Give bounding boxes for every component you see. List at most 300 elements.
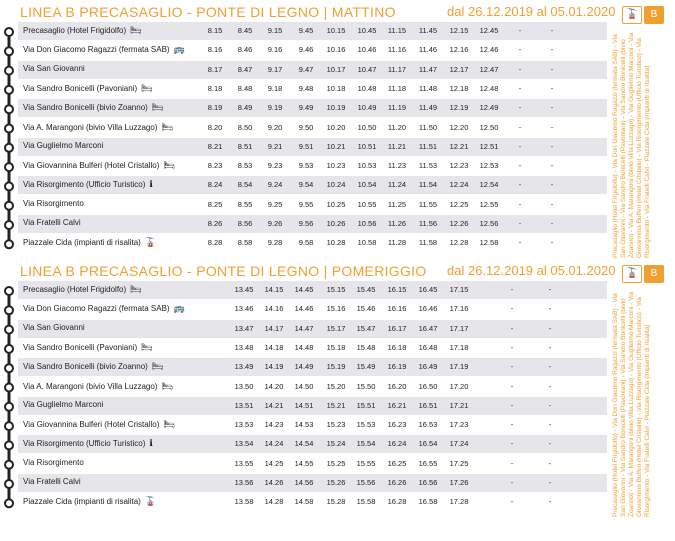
departure-time: 8.24 — [207, 180, 223, 190]
departure-time: 8.45 — [237, 26, 253, 35]
departure-time: 11.26 — [387, 219, 407, 228]
stop-name: Via Risorgimento — [23, 457, 84, 467]
stop-name-cell — [23, 458, 84, 467]
departure-time: 14.16 — [264, 304, 284, 314]
departure-time: 12.16 — [449, 45, 469, 55]
departure-time: 9.28 — [267, 238, 283, 248]
departure-time: 14.55 — [294, 458, 314, 468]
stop-name: Via A. Marangoni (bivio Villa Luzzago) — [23, 122, 158, 132]
departure-time: 9.17 — [267, 64, 283, 74]
departure-time: - — [550, 199, 554, 209]
departure-time: - — [548, 478, 552, 487]
departure-time: 11.56 — [418, 219, 438, 228]
stop-name-cell — [23, 122, 173, 133]
stop-marker — [5, 461, 13, 469]
stop-name-cell — [23, 477, 81, 486]
departure-time: 8.51 — [237, 141, 253, 151]
ski-lift-icon: 🚡 — [144, 237, 157, 248]
departure-time: 15.19 — [326, 362, 346, 372]
stop-marker — [5, 326, 13, 334]
departure-time: 14.56 — [294, 478, 314, 487]
departure-time: 16.55 — [418, 458, 438, 468]
departure-time: 16.17 — [387, 323, 407, 333]
stop-name-cell — [23, 218, 81, 227]
departure-time: 15.55 — [356, 458, 376, 468]
departure-time: 15.24 — [326, 439, 346, 449]
bed-icon: 🛏 — [151, 361, 164, 372]
departure-time: 10.16 — [326, 45, 346, 55]
departure-time: 12.25 — [449, 199, 469, 209]
departure-time: 17.19 — [449, 362, 469, 372]
departure-time: - — [548, 439, 552, 449]
stop-marker — [5, 364, 13, 372]
departure-time: 13.50 — [234, 381, 254, 391]
departure-time: 17.18 — [449, 342, 469, 352]
departure-time: 10.53 — [357, 161, 377, 171]
stop-name-cell — [23, 160, 175, 171]
departure-time: 9.56 — [298, 219, 314, 228]
departure-time: 15.45 — [356, 285, 376, 294]
departure-time: 8.55 — [237, 199, 253, 209]
departure-time: 10.58 — [357, 238, 377, 248]
departure-time: - — [550, 45, 554, 55]
stop-name-cell — [23, 284, 142, 295]
date-range: dal 26.12.2019 al 05.01.2020 — [447, 4, 616, 19]
departure-time: 11.25 — [387, 199, 407, 209]
table-row — [18, 61, 607, 79]
info-icon: ℹ — [149, 179, 153, 190]
departure-time: 10.15 — [326, 26, 346, 35]
stop-marker — [5, 202, 13, 210]
stop-name: Via San Giovanni — [23, 63, 85, 73]
stop-marker — [5, 182, 13, 190]
table-row — [18, 176, 607, 194]
stop-marker — [5, 221, 13, 229]
departure-time: 10.54 — [357, 180, 377, 190]
departure-time: 11.49 — [418, 103, 438, 113]
departure-time: 14.50 — [294, 381, 314, 391]
stop-marker — [5, 67, 13, 75]
departure-time: 12.54 — [479, 180, 499, 190]
route-line — [0, 263, 20, 518]
departure-time: 16.48 — [418, 342, 438, 352]
departure-time: - — [518, 45, 522, 55]
departure-time: 17.21 — [449, 400, 469, 410]
table-row — [18, 416, 607, 434]
departure-time: 17.25 — [449, 458, 469, 468]
departure-time: 8.15 — [207, 26, 223, 35]
departure-time: 16.46 — [418, 304, 438, 314]
departure-time: - — [518, 161, 522, 171]
departure-time: 17.26 — [449, 478, 469, 487]
departure-time: 15.53 — [356, 420, 376, 430]
departure-time: 8.18 — [207, 83, 223, 93]
departure-time: 9.21 — [267, 141, 283, 151]
stop-marker — [5, 499, 13, 507]
departure-time: 9.18 — [267, 83, 283, 93]
departure-time: 12.56 — [479, 219, 499, 228]
departure-time: - — [548, 458, 552, 468]
departure-time: - — [518, 219, 522, 228]
departure-time: 9.45 — [298, 26, 314, 35]
departure-time: 9.48 — [298, 83, 314, 93]
departure-time: 9.46 — [298, 45, 314, 55]
table-row — [18, 22, 607, 40]
stop-name: Via Guglielmo Marconi — [23, 140, 104, 150]
departure-time: 8.16 — [207, 45, 223, 55]
departure-time: - — [510, 478, 514, 487]
departure-time: - — [518, 64, 522, 74]
bed-icon: 🛏 — [130, 284, 142, 294]
departure-time: 10.20 — [326, 122, 346, 132]
departure-time: 16.50 — [418, 381, 438, 391]
departure-time: 8.50 — [237, 122, 253, 132]
departure-time: 16.53 — [418, 420, 438, 430]
departure-time: 8.21 — [207, 141, 223, 151]
table-row — [18, 99, 607, 117]
departure-time: 12.18 — [449, 83, 469, 93]
stop-marker — [5, 384, 13, 392]
departure-time: 9.15 — [267, 26, 283, 35]
departure-time: 15.58 — [356, 497, 376, 507]
departure-time: 12.20 — [449, 122, 469, 132]
bus-icon: 🚌 — [173, 303, 185, 314]
stop-name-cell — [23, 419, 175, 430]
stop-name-cell — [23, 438, 153, 449]
title-separator: | — [319, 263, 332, 279]
line-name: LINEA B PRECASAGLIO - PONTE DI LEGNO — [20, 4, 320, 20]
departure-time: 10.45 — [357, 26, 377, 35]
stop-name: Via Sandro Bonicelli (bivio Zoanno) — [23, 103, 148, 113]
date-range: dal 26.12.2019 al 05.01.2020 — [447, 263, 616, 278]
departure-time: 16.15 — [387, 285, 407, 294]
stop-marker — [5, 144, 13, 152]
departure-time: 17.28 — [449, 497, 469, 507]
departure-time: - — [548, 323, 552, 333]
departure-time: 17.24 — [449, 439, 469, 449]
departure-time: 10.26 — [326, 219, 346, 228]
departure-time: 11.15 — [387, 26, 407, 35]
departure-time: 9.26 — [267, 219, 283, 228]
departure-time: 14.18 — [264, 342, 284, 352]
departure-time: - — [550, 219, 554, 228]
departure-time: 17.23 — [449, 420, 469, 430]
departure-time: - — [510, 439, 514, 449]
departure-time: 11.55 — [418, 199, 438, 209]
departure-time: 9.19 — [267, 103, 283, 113]
schedule-table — [18, 281, 607, 513]
departure-time: - — [548, 304, 552, 314]
departure-time: - — [510, 362, 514, 372]
table-row — [18, 378, 607, 396]
departure-time: 10.25 — [326, 199, 346, 209]
stop-name: Via Giovannina Bulferi (Hotel Cristallo) — [23, 161, 160, 171]
departure-time: 10.47 — [357, 64, 377, 74]
stop-marker — [5, 47, 13, 55]
morning-timetable — [0, 4, 675, 259]
stop-name-cell — [23, 237, 156, 248]
departure-time: 14.20 — [264, 381, 284, 391]
departure-time: - — [550, 161, 554, 171]
departure-time: 8.49 — [237, 103, 253, 113]
departure-time: 16.49 — [418, 362, 438, 372]
departure-time: - — [550, 238, 554, 248]
stop-name-cell — [23, 381, 173, 392]
departure-time: 9.24 — [267, 180, 283, 190]
departure-time: 16.18 — [387, 342, 407, 352]
stop-marker — [5, 422, 13, 430]
stop-name: Precasaglio (Hotel Frigidolfo) — [23, 26, 127, 35]
departure-time: 8.46 — [237, 45, 253, 55]
departure-time: - — [510, 323, 514, 333]
departure-time: - — [548, 497, 552, 507]
stop-marker — [5, 125, 13, 133]
departure-time: 11.20 — [387, 122, 407, 132]
departure-time: - — [548, 362, 552, 372]
stop-marker — [5, 287, 13, 295]
departure-time: 11.47 — [418, 64, 438, 74]
departure-time: 10.18 — [326, 83, 346, 93]
departure-time: 16.58 — [418, 497, 438, 507]
bed-icon: 🛏 — [161, 121, 173, 132]
departure-time: 12.28 — [449, 238, 469, 248]
stop-name: Via Guglielmo Marconi — [23, 399, 104, 409]
departure-time: - — [518, 83, 522, 93]
stop-name-cell — [23, 400, 103, 409]
departure-time: 16.51 — [418, 400, 438, 410]
departure-time: 14.54 — [294, 439, 314, 449]
stop-name: Via Risorgimento (Ufficio Turistico) — [23, 439, 146, 449]
departure-time: 16.25 — [387, 458, 407, 468]
departure-time: 13.53 — [234, 420, 254, 430]
departure-time: 15.51 — [356, 400, 376, 410]
table-row — [18, 157, 607, 175]
departure-time: 13.54 — [234, 439, 254, 449]
departure-time: 12.47 — [479, 64, 499, 74]
departure-time: 15.49 — [356, 362, 376, 372]
departure-time: 14.49 — [294, 362, 314, 372]
departure-time: 11.48 — [418, 83, 438, 93]
departure-time: - — [550, 64, 554, 74]
departure-time: 15.17 — [326, 323, 346, 333]
departure-time: 16.16 — [387, 304, 407, 314]
departure-time: 14.26 — [264, 478, 284, 487]
stop-name-cell — [23, 361, 163, 372]
departure-time: 15.25 — [326, 458, 346, 468]
departure-time: 13.56 — [234, 478, 254, 487]
departure-time: 8.28 — [207, 238, 223, 248]
departure-time: 9.55 — [298, 199, 314, 209]
departure-time: 14.45 — [294, 285, 314, 294]
departure-time: - — [550, 122, 554, 132]
table-row — [18, 320, 607, 338]
stop-name-cell — [23, 83, 153, 94]
departure-time: 10.17 — [326, 64, 346, 74]
stop-name-cell — [23, 342, 153, 353]
departure-time: 13.49 — [234, 362, 254, 372]
departure-time: - — [518, 103, 522, 113]
table-row — [18, 80, 607, 98]
departure-time: 12.48 — [479, 83, 499, 93]
departure-time: 15.47 — [356, 323, 376, 333]
departure-time: 13.47 — [234, 323, 254, 333]
stop-marker — [5, 441, 13, 449]
departure-time: 9.47 — [298, 64, 314, 74]
departure-time: 11.17 — [387, 64, 407, 74]
departure-time: 11.58 — [418, 238, 438, 248]
departure-time: 11.28 — [387, 238, 407, 248]
stop-marker — [5, 403, 13, 411]
stop-name: Via A. Marangoni (bivio Villa Luzzago) — [23, 381, 158, 391]
stop-name: Via Don Giacomo Ragazzi (fermata SAB) — [23, 45, 170, 55]
departure-time: 16.47 — [418, 323, 438, 333]
departure-time: 14.17 — [264, 323, 284, 333]
departure-time: 9.20 — [267, 122, 283, 132]
departure-time: 15.21 — [326, 400, 346, 410]
stop-name: Via Risorgimento — [23, 198, 84, 208]
stop-marker — [5, 345, 13, 353]
stop-name-cell — [23, 199, 84, 208]
departure-time: - — [510, 304, 514, 314]
departure-time: 10.56 — [357, 219, 377, 228]
departure-time: 12.45 — [479, 26, 499, 35]
departure-time: 17.16 — [449, 304, 469, 314]
departure-time: 12.55 — [479, 199, 499, 209]
departure-time: 15.26 — [326, 478, 346, 487]
departure-time: 12.24 — [449, 180, 469, 190]
departure-time: 11.23 — [387, 161, 407, 171]
departure-time: 8.20 — [207, 122, 223, 132]
service-icons — [622, 265, 666, 282]
departure-time: 9.16 — [267, 45, 283, 55]
departure-time: 14.28 — [264, 497, 284, 507]
departure-time: 14.53 — [294, 420, 314, 430]
departure-time: 16.54 — [418, 439, 438, 449]
stop-name-cell — [23, 141, 103, 150]
departure-time: - — [548, 285, 552, 294]
departure-time: 11.50 — [418, 122, 438, 132]
departure-time: 10.46 — [357, 45, 377, 55]
stop-name: Via Fratelli Calvi — [23, 218, 81, 227]
departure-time: 15.15 — [326, 285, 346, 294]
stop-marker — [5, 306, 13, 314]
departure-time: 15.18 — [326, 342, 346, 352]
stop-marker — [5, 105, 13, 113]
table-row — [18, 435, 607, 453]
stop-name: Via San Giovanni — [23, 322, 85, 332]
departure-time: - — [518, 122, 522, 132]
departure-time: 17.17 — [449, 323, 469, 333]
stop-name: Via Risorgimento (Ufficio Turistico) — [23, 180, 146, 190]
departure-time: 14.24 — [264, 439, 284, 449]
stop-name-cell — [23, 44, 185, 55]
departure-time: 17.20 — [449, 381, 469, 391]
departure-time: - — [550, 103, 554, 113]
stop-name: Via Sandro Bonicelli (Pavoniani) — [23, 83, 138, 93]
departure-time: 14.21 — [264, 400, 284, 410]
stop-name: Via Sandro Bonicelli (bivio Zoanno) — [23, 362, 148, 372]
departure-time: 16.20 — [387, 381, 407, 391]
departure-time: 8.23 — [207, 161, 223, 171]
departure-time: 12.53 — [479, 161, 499, 171]
departure-time: - — [550, 180, 554, 190]
stop-name-cell — [23, 303, 185, 314]
route-summary-vertical: Precasaglio (Hotel Frigidolfo) - Via Don Giacomo Ragazzi (fermata SAB) - Via San Giovanni - Via Sandro Bonicelli (Pavoniani) - Via Sandro Bonicelli (bivio Zoanno) - Via A. Marangoni (bivio Villa Luzzago) - Via Guglielmo Marconi - Via Giovannina Bulferi (Hotel Cristallo) - Via Risorgimento (Ufficio Turistico) - Via Risorgimento - Via Fratelli Calvi - Piazzale Cida (impianti di risalita) — [612, 291, 651, 517]
departure-time: 14.25 — [264, 458, 284, 468]
table-row — [18, 493, 607, 511]
bed-icon: 🛏 — [141, 341, 153, 352]
departure-time: 11.53 — [418, 161, 438, 171]
departure-time: 15.28 — [326, 497, 346, 507]
service-icons — [622, 6, 666, 23]
title-separator: | — [319, 4, 332, 20]
table-row — [18, 397, 607, 415]
stop-name: Via Don Giacomo Ragazzi (fermata SAB) — [23, 304, 170, 314]
table-row — [18, 215, 607, 233]
stop-name: Piazzale Cida (impianti di risalita) — [23, 497, 141, 507]
departure-time: 10.48 — [357, 83, 377, 93]
table-row — [18, 300, 607, 318]
departure-time: - — [510, 381, 514, 391]
departure-time: 14.47 — [294, 323, 314, 333]
table-row — [18, 339, 607, 357]
stop-name-cell — [23, 102, 163, 113]
table-row — [18, 281, 607, 299]
departure-time: 12.19 — [449, 103, 469, 113]
departure-time: 16.28 — [387, 497, 407, 507]
departure-time: 11.21 — [387, 141, 407, 151]
departure-time: 15.20 — [326, 381, 346, 391]
departure-time: 16.23 — [387, 420, 407, 430]
departure-time: 12.26 — [449, 219, 469, 228]
departure-time: - — [550, 83, 554, 93]
stop-marker — [5, 480, 13, 488]
departure-time: 12.17 — [449, 64, 469, 74]
departure-time: 9.50 — [298, 122, 314, 132]
stop-marker — [5, 240, 13, 248]
departure-time: 14.15 — [264, 285, 284, 294]
departure-time: - — [548, 342, 552, 352]
stop-name: Via Sandro Bonicelli (Pavoniani) — [23, 342, 138, 352]
ski-lift-icon: 🚡 — [144, 496, 157, 507]
departure-time: 14.46 — [294, 304, 314, 314]
departure-time: 16.19 — [387, 362, 407, 372]
stop-name-cell — [23, 64, 85, 73]
departure-time: - — [518, 180, 522, 190]
period-label: POMERIGGIO — [331, 263, 427, 279]
bed-icon: 🛏 — [161, 380, 173, 391]
departure-time: - — [518, 141, 522, 151]
departure-time: 9.23 — [267, 161, 283, 171]
departure-time: - — [518, 238, 522, 248]
departure-time: 17.15 — [449, 285, 469, 294]
departure-time: 9.53 — [298, 161, 314, 171]
bus-icon: B — [644, 265, 664, 283]
info-icon: ℹ — [149, 438, 153, 449]
stop-name: Precasaglio (Hotel Frigidolfo) — [23, 285, 127, 294]
departure-time: 13.58 — [234, 497, 254, 507]
schedule-table — [18, 22, 607, 254]
stop-name: Via Giovannina Bulferi (Hotel Cristallo) — [23, 420, 160, 430]
departure-time: 12.58 — [479, 238, 499, 248]
departure-time: 11.46 — [418, 45, 438, 55]
departure-time: 8.19 — [207, 103, 223, 113]
departure-time: 8.56 — [237, 219, 253, 228]
departure-time: 8.53 — [237, 161, 253, 171]
departure-time: 9.49 — [298, 103, 314, 113]
stop-marker — [5, 86, 13, 94]
departure-time: 10.24 — [326, 180, 346, 190]
